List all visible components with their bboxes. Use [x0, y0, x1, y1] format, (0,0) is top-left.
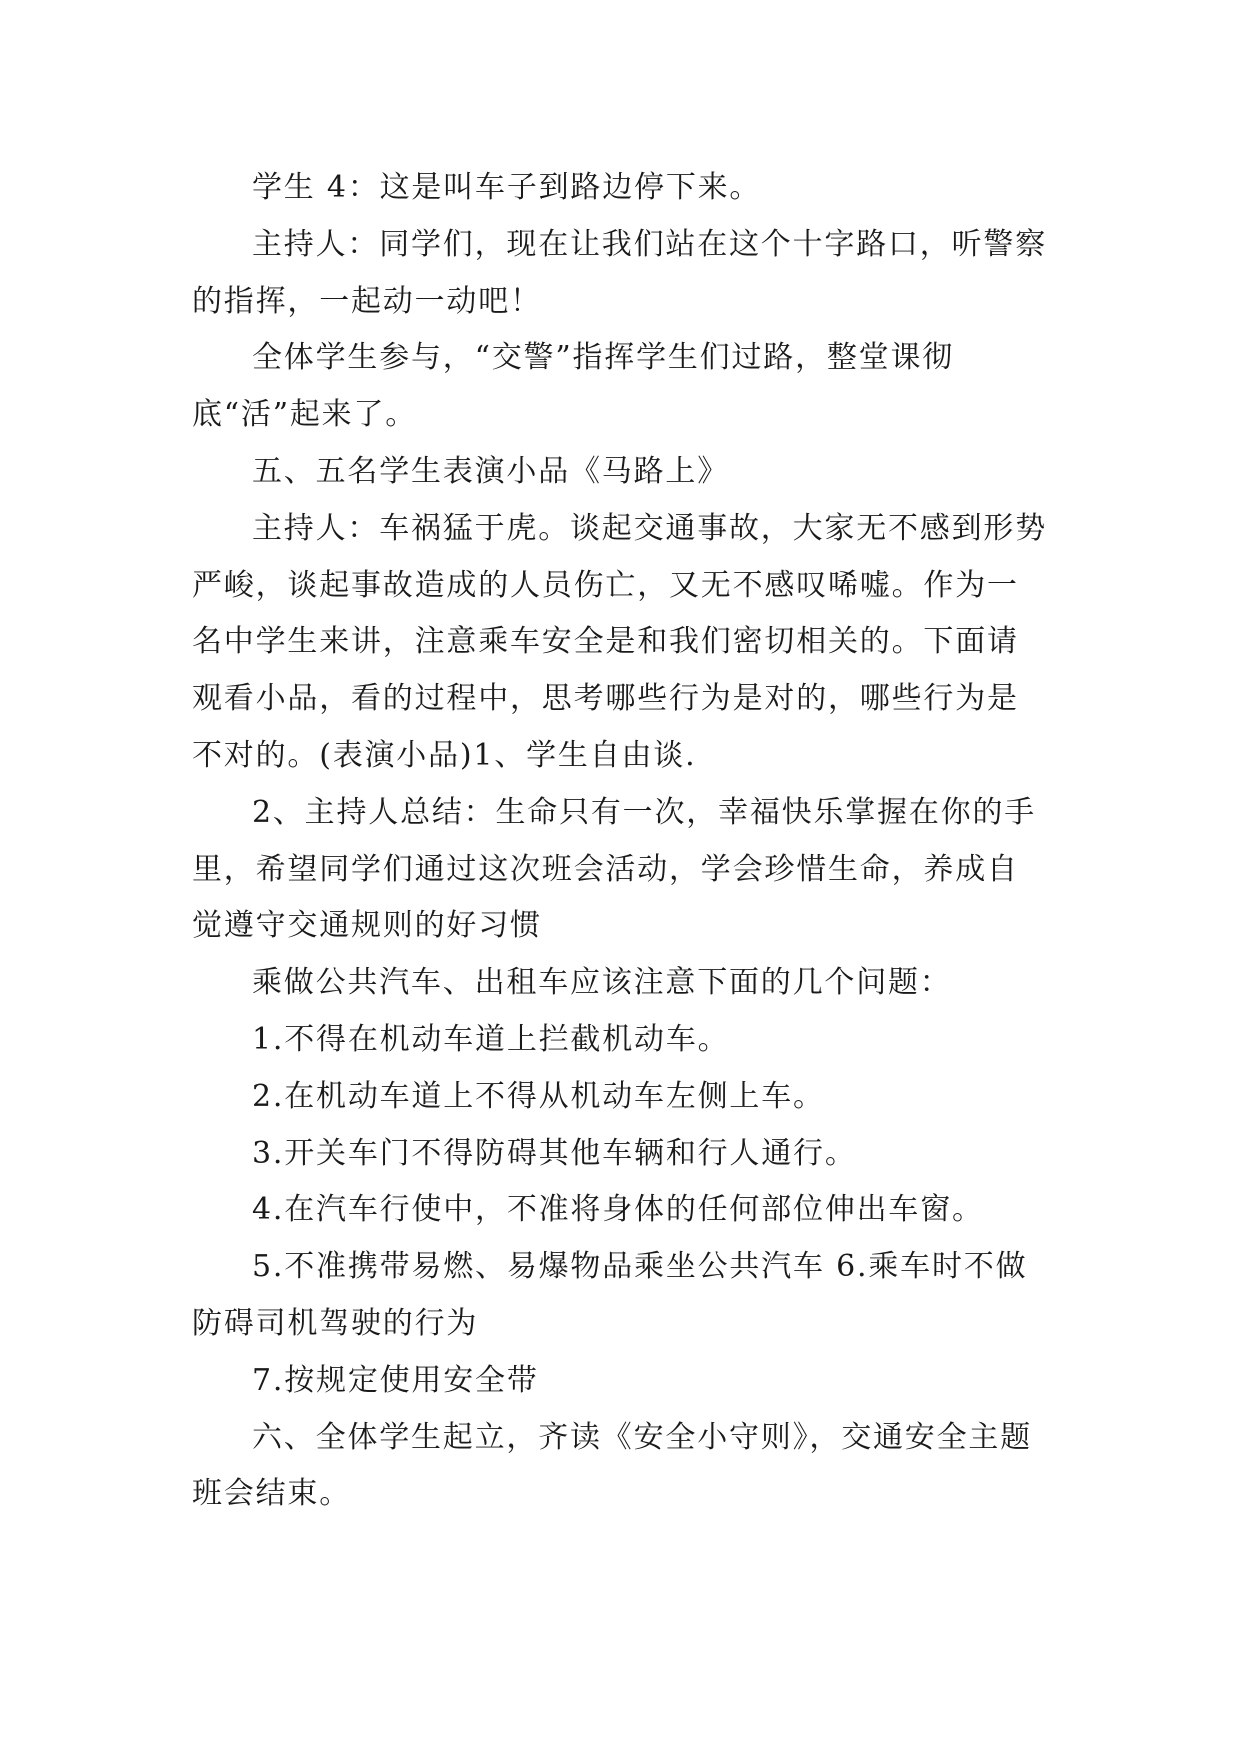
rule-item-5-6: 5.不准携带易燃、易爆物品乘坐公共汽车 6.乘车时不做防碍司机驾驶的行为 [192, 1249, 1028, 1341]
rule-item-7: 7.按规定使用安全带 [252, 1362, 539, 1398]
rule-item-1: 1.不得在机动车道上拦截机动车。 [252, 1021, 730, 1057]
section-heading-6-closing: 六、全体学生起立，齐读《安全小守则》，交通安全主题班会结束。 [192, 1419, 1032, 1512]
paragraph-host-summary: 2、主持人总结：生命只有一次，幸福快乐掌握在你的手里，希望同学们通过这次班会活动，学会珍惜生命，养成自觉遵守交通规则的好习惯 [192, 794, 1037, 944]
document-body [192, 160, 1048, 1523]
paragraph-host-intersection: 主持人：同学们，现在让我们站在这个十字路口，听警察的指挥，一起动一动吧！ [192, 226, 1047, 319]
paragraph-host-accidents: 主持人：车祸猛于虎。谈起交通事故，大家无不感到形势严峻，谈起事故造成的人员伤亡，又无不感叹唏嘘。作为一名中学生来讲，注意乘车安全是和我们密切相关的。下面请观看小品，看的过程中，思考哪些行为是对的，哪些行为是不对的。(表演小品)1、学生自由谈. [192, 510, 1047, 773]
rule-item-2: 2.在机动车道上不得从机动车左侧上车。 [252, 1078, 825, 1114]
section-heading-5: 五、五名学生表演小品《马路上》 [252, 453, 729, 489]
rule-item-3: 3.开关车门不得防碍其他车辆和行人通行。 [252, 1135, 857, 1171]
paragraph-bus-taxi-intro: 乘做公共汽车、出租车应该注意下面的几个问题： [252, 965, 952, 1001]
paragraph-students-participate: 全体学生参与，“交警”指挥学生们过路，整堂课彻底“活”起来了。 [192, 340, 955, 433]
paragraph-student-4: 学生 4：这是叫车子到路边停下来。 [252, 170, 762, 205]
rule-item-4: 4.在汽车行使中，不准将身体的任何部位伸出车窗。 [252, 1192, 984, 1228]
